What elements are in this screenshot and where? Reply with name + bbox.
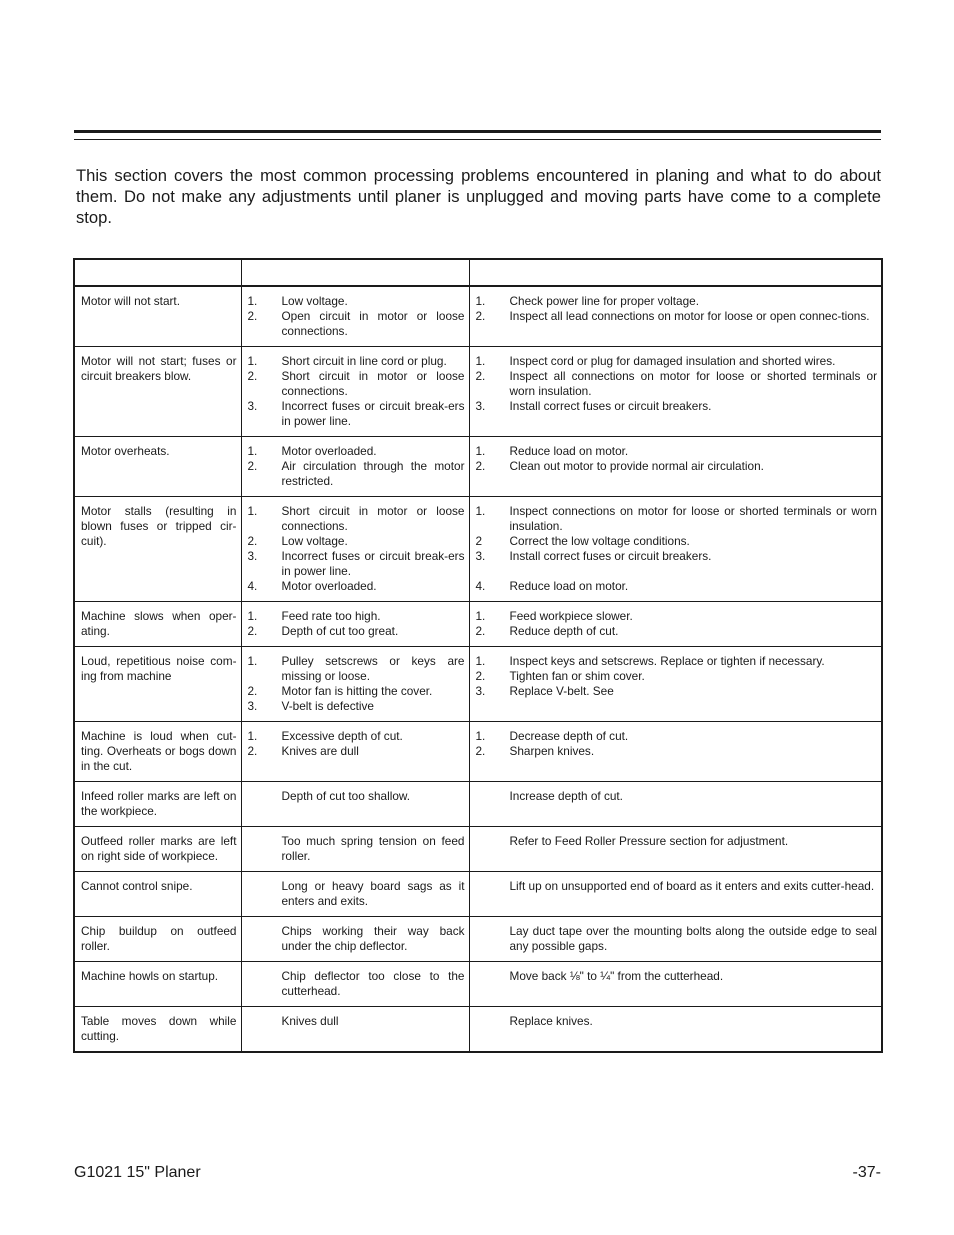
item-number: 3. [475, 684, 486, 698]
item-text: Incorrect fuses or circuit break-ers in power line. [281, 399, 465, 428]
item-text: Incorrect fuses or circuit break-ers in power line. [281, 549, 465, 578]
item-text: Low voltage. [281, 534, 348, 548]
solution-item [476, 789, 878, 804]
symptom-cell: Outfeed roller marks are left on right side of workpiece. [74, 827, 241, 872]
symptom-cell: Motor stalls (resulting in blown fuses or tripped cir-cuit). [74, 497, 241, 602]
cause-item [248, 369, 465, 399]
item-number: 2. [475, 309, 486, 323]
item-text: Feed workpiece slower. [509, 609, 633, 623]
cause-item [248, 534, 465, 549]
item-text: Depth of cut too great. [281, 624, 399, 638]
item-text: Motor overloaded. [281, 579, 377, 593]
header-symptom [74, 259, 241, 286]
cause-item [248, 354, 465, 369]
solution-item [476, 549, 878, 564]
item-number: 3. [247, 399, 258, 413]
item-text: Short circuit in motor or loose connections. [281, 504, 465, 533]
cause-cell [241, 647, 469, 722]
item-text: Short circuit in line cord or plug. [281, 354, 447, 368]
item-text: Short circuit in motor or loose connections. [281, 369, 465, 398]
cause-item [248, 834, 465, 864]
item-text: Reduce load on motor. [509, 579, 629, 593]
solution-item [476, 624, 878, 639]
cause-cell [241, 827, 469, 872]
table-row [74, 872, 882, 917]
item-text: V-belt is defective [281, 699, 374, 713]
item-number: 2. [247, 684, 258, 698]
footer-model: G1021 15" Planer [74, 1164, 201, 1181]
solution-item [476, 309, 878, 324]
item-number: 2. [247, 459, 258, 473]
item-text: Motor overloaded. [281, 444, 377, 458]
item-number [476, 879, 510, 894]
table-row [74, 917, 882, 962]
solution-cell [469, 962, 882, 1007]
symptom-cell: Machine howls on startup. [74, 962, 241, 1007]
footer-page-number: -37- [852, 1164, 881, 1181]
solution-item [476, 744, 878, 759]
item-number [248, 879, 282, 909]
solution-cell [469, 827, 882, 872]
item-number: 1. [247, 504, 258, 518]
item-text: Sharpen knives. [509, 744, 595, 758]
item-number [476, 834, 510, 849]
item-text: Air circulation through the motor restricted. [281, 459, 465, 488]
item-text: Reduce load on motor. [509, 444, 629, 458]
cause-item [248, 579, 465, 594]
cause-cell [241, 782, 469, 827]
table-row [74, 1007, 882, 1053]
item-number: 2. [475, 624, 486, 638]
item-text: Inspect all connections on motor for loose or shorted terminals or worn insulation. [509, 369, 877, 398]
item-number: 2. [247, 309, 258, 323]
solution-cell [469, 872, 882, 917]
solution-item [476, 534, 878, 549]
solution-item [476, 654, 878, 669]
solution-item [476, 369, 878, 399]
solution-item [476, 969, 878, 984]
solution-cell [469, 286, 882, 347]
intro-paragraph: This section covers the most common processing problems encountered in planing and what to do about them. Do not make any adjustments until planer is unplugged and moving parts have come to a complete stop. [76, 166, 881, 227]
solution-cell [469, 347, 882, 437]
item-number: 2. [475, 369, 486, 383]
solution-item [476, 459, 878, 474]
table-row [74, 827, 882, 872]
solution-cell [469, 647, 882, 722]
solution-item [476, 399, 878, 414]
solution-item [476, 504, 878, 534]
item-number: 2. [247, 744, 258, 758]
item-text: Install correct fuses or circuit breakers. [509, 399, 712, 413]
solution-cell [469, 602, 882, 647]
item-number: 1. [475, 654, 486, 668]
solution-item [476, 924, 878, 954]
solution-cell [469, 437, 882, 497]
item-number: 1. [247, 294, 258, 308]
item-text: Lay duct tape over the mounting bolts along the outside edge to seal any possible gaps. [509, 924, 877, 953]
header-cause [241, 259, 469, 286]
item-text: Pulley setscrews or keys are missing or loose. [281, 654, 465, 683]
cause-item [248, 789, 465, 804]
item-text: Low voltage. [281, 294, 348, 308]
solution-item [476, 684, 878, 699]
item-text: Depth of cut too shallow. [281, 789, 411, 803]
cause-item [248, 549, 465, 579]
symptom-cell: Motor will not start. [74, 286, 241, 347]
item-text: Install correct fuses or circuit breakers. [509, 549, 712, 563]
solution-cell [469, 722, 882, 782]
cause-item [248, 459, 465, 489]
item-number: 1. [247, 729, 258, 743]
item-text: Reduce depth of cut. [509, 624, 619, 638]
table-row [74, 437, 882, 497]
cause-cell [241, 1007, 469, 1053]
item-text: Long or heavy board sags as it enters and exits. [281, 879, 465, 908]
symptom-cell: Infeed roller marks are left on the workpiece. [74, 782, 241, 827]
solution-item [476, 729, 878, 744]
item-text: Replace V-belt. See [509, 684, 614, 698]
item-text: Inspect cord or plug for damaged insulation and shorted wires. [509, 354, 836, 368]
item-number: 3. [247, 549, 258, 563]
cause-cell [241, 497, 469, 602]
item-number: 1. [475, 729, 486, 743]
solution-cell [469, 497, 882, 602]
item-number: 1. [247, 609, 258, 623]
symptom-cell: Motor overheats. [74, 437, 241, 497]
cause-cell [241, 917, 469, 962]
item-number [248, 789, 282, 804]
solution-item [476, 879, 878, 894]
solution-cell [469, 917, 882, 962]
solution-item [476, 444, 878, 459]
solution-item [476, 669, 878, 684]
solution-item [476, 579, 878, 594]
item-number [248, 969, 282, 999]
table-row [74, 962, 882, 1007]
cause-item [248, 969, 465, 999]
item-number: 1. [247, 444, 258, 458]
item-number: 3. [247, 699, 258, 713]
top-rule-thin [74, 139, 881, 140]
item-text: Tighten fan or shim cover. [509, 669, 645, 683]
solution-item [476, 609, 878, 624]
symptom-cell: Loud, repetitious noise com-ing from machine [74, 647, 241, 722]
table-header-row [74, 259, 882, 286]
cause-item [248, 444, 465, 459]
item-text: Too much spring tension on feed roller. [281, 834, 465, 863]
cause-cell [241, 347, 469, 437]
item-number: 2. [475, 669, 486, 683]
table-body [74, 286, 882, 1052]
item-text: Knives are dull [281, 744, 359, 758]
item-text: Move back ⅛" to ¼" from the cutterhead. [509, 969, 724, 983]
item-text: Chip deflector too close to the cutterhead. [281, 969, 465, 998]
item-text: Chips working their way back under the chip deflector. [281, 924, 465, 953]
item-number: 2 [475, 534, 483, 548]
item-number: 1. [475, 354, 486, 368]
item-number: 2. [475, 744, 486, 758]
item-text: Correct the low voltage conditions. [509, 534, 690, 548]
item-number: 2. [247, 369, 258, 383]
item-number: 3. [475, 549, 486, 563]
cause-item [248, 609, 465, 624]
table-row [74, 286, 882, 347]
item-text: Decrease depth of cut. [509, 729, 629, 743]
item-number: 1. [247, 654, 258, 668]
item-number [476, 789, 510, 804]
cause-cell [241, 437, 469, 497]
item-text: Check power line for proper voltage. [509, 294, 700, 308]
item-text: Open circuit in motor or loose connections. [281, 309, 465, 338]
item-number: 2. [247, 534, 258, 548]
cause-item [248, 624, 465, 639]
item-number: 1. [475, 294, 486, 308]
table-row [74, 602, 882, 647]
cause-item [248, 654, 465, 684]
cause-item [248, 744, 465, 759]
item-number: 2. [475, 459, 486, 473]
table-row [74, 497, 882, 602]
item-number: 3. [475, 399, 486, 413]
cause-item [248, 879, 465, 909]
item-number: 1. [475, 609, 486, 623]
item-number: 1. [475, 444, 486, 458]
cause-item [248, 399, 465, 429]
cause-cell [241, 722, 469, 782]
cause-item [248, 1014, 465, 1029]
symptom-cell: Cannot control snipe. [74, 872, 241, 917]
cause-cell [241, 602, 469, 647]
solution-cell [469, 1007, 882, 1053]
item-number: 2. [247, 624, 258, 638]
cause-cell [241, 872, 469, 917]
item-number [476, 1014, 510, 1029]
item-number: 4. [247, 579, 258, 593]
item-number [248, 924, 282, 954]
item-text: Motor fan is hitting the cover. [281, 684, 433, 698]
item-text: Lift up on unsupported end of board as it enters and exits cutter-head. [509, 879, 875, 893]
table-row [74, 347, 882, 437]
cause-item [248, 729, 465, 744]
table-row [74, 782, 882, 827]
cause-item [248, 924, 465, 954]
item-text: Knives dull [281, 1014, 339, 1028]
cause-item [248, 684, 465, 699]
cause-cell [241, 286, 469, 347]
cause-item [248, 504, 465, 534]
item-text: Clean out motor to provide normal air circulation. [509, 459, 764, 473]
item-number: 1. [247, 354, 258, 368]
item-number [476, 924, 510, 954]
solution-item [476, 354, 878, 369]
item-text: Inspect connections on motor for loose or shorted terminals or worn insulation. [509, 504, 877, 533]
item-text: Refer to Feed Roller Pressure section for adjustment. [509, 834, 789, 848]
item-number: 4. [475, 579, 486, 593]
cause-item [248, 309, 465, 339]
symptom-cell: Machine is loud when cut-ting. Overheats or bogs down in the cut. [74, 722, 241, 782]
item-number [248, 1014, 282, 1029]
item-text: Replace knives. [509, 1014, 593, 1028]
solution-item [476, 294, 878, 309]
item-number [476, 969, 510, 984]
item-text: Increase depth of cut. [509, 789, 623, 803]
solution-item [476, 1014, 878, 1029]
table-row [74, 647, 882, 722]
item-text: Feed rate too high. [281, 609, 381, 623]
cause-item [248, 294, 465, 309]
item-text: Inspect keys and setscrews. Replace or tighten if necessary. [509, 654, 825, 668]
item-number [248, 834, 282, 864]
solution-item [476, 564, 878, 579]
cause-item [248, 699, 465, 714]
solution-item [476, 834, 878, 849]
symptom-cell: Chip buildup on outfeed roller. [74, 917, 241, 962]
top-rule-thick [74, 130, 881, 133]
symptom-cell: Table moves down while cutting. [74, 1007, 241, 1053]
table-row [74, 722, 882, 782]
cause-cell [241, 962, 469, 1007]
header-solution [469, 259, 882, 286]
item-text: Excessive depth of cut. [281, 729, 403, 743]
symptom-cell: Motor will not start; fuses or circuit breakers blow. [74, 347, 241, 437]
symptom-cell: Machine slows when oper-ating. [74, 602, 241, 647]
item-number: 1. [475, 504, 486, 518]
item-text: Inspect all lead connections on motor for loose or open connec-tions. [509, 309, 870, 323]
solution-cell [469, 782, 882, 827]
troubleshooting-table [73, 258, 883, 1053]
